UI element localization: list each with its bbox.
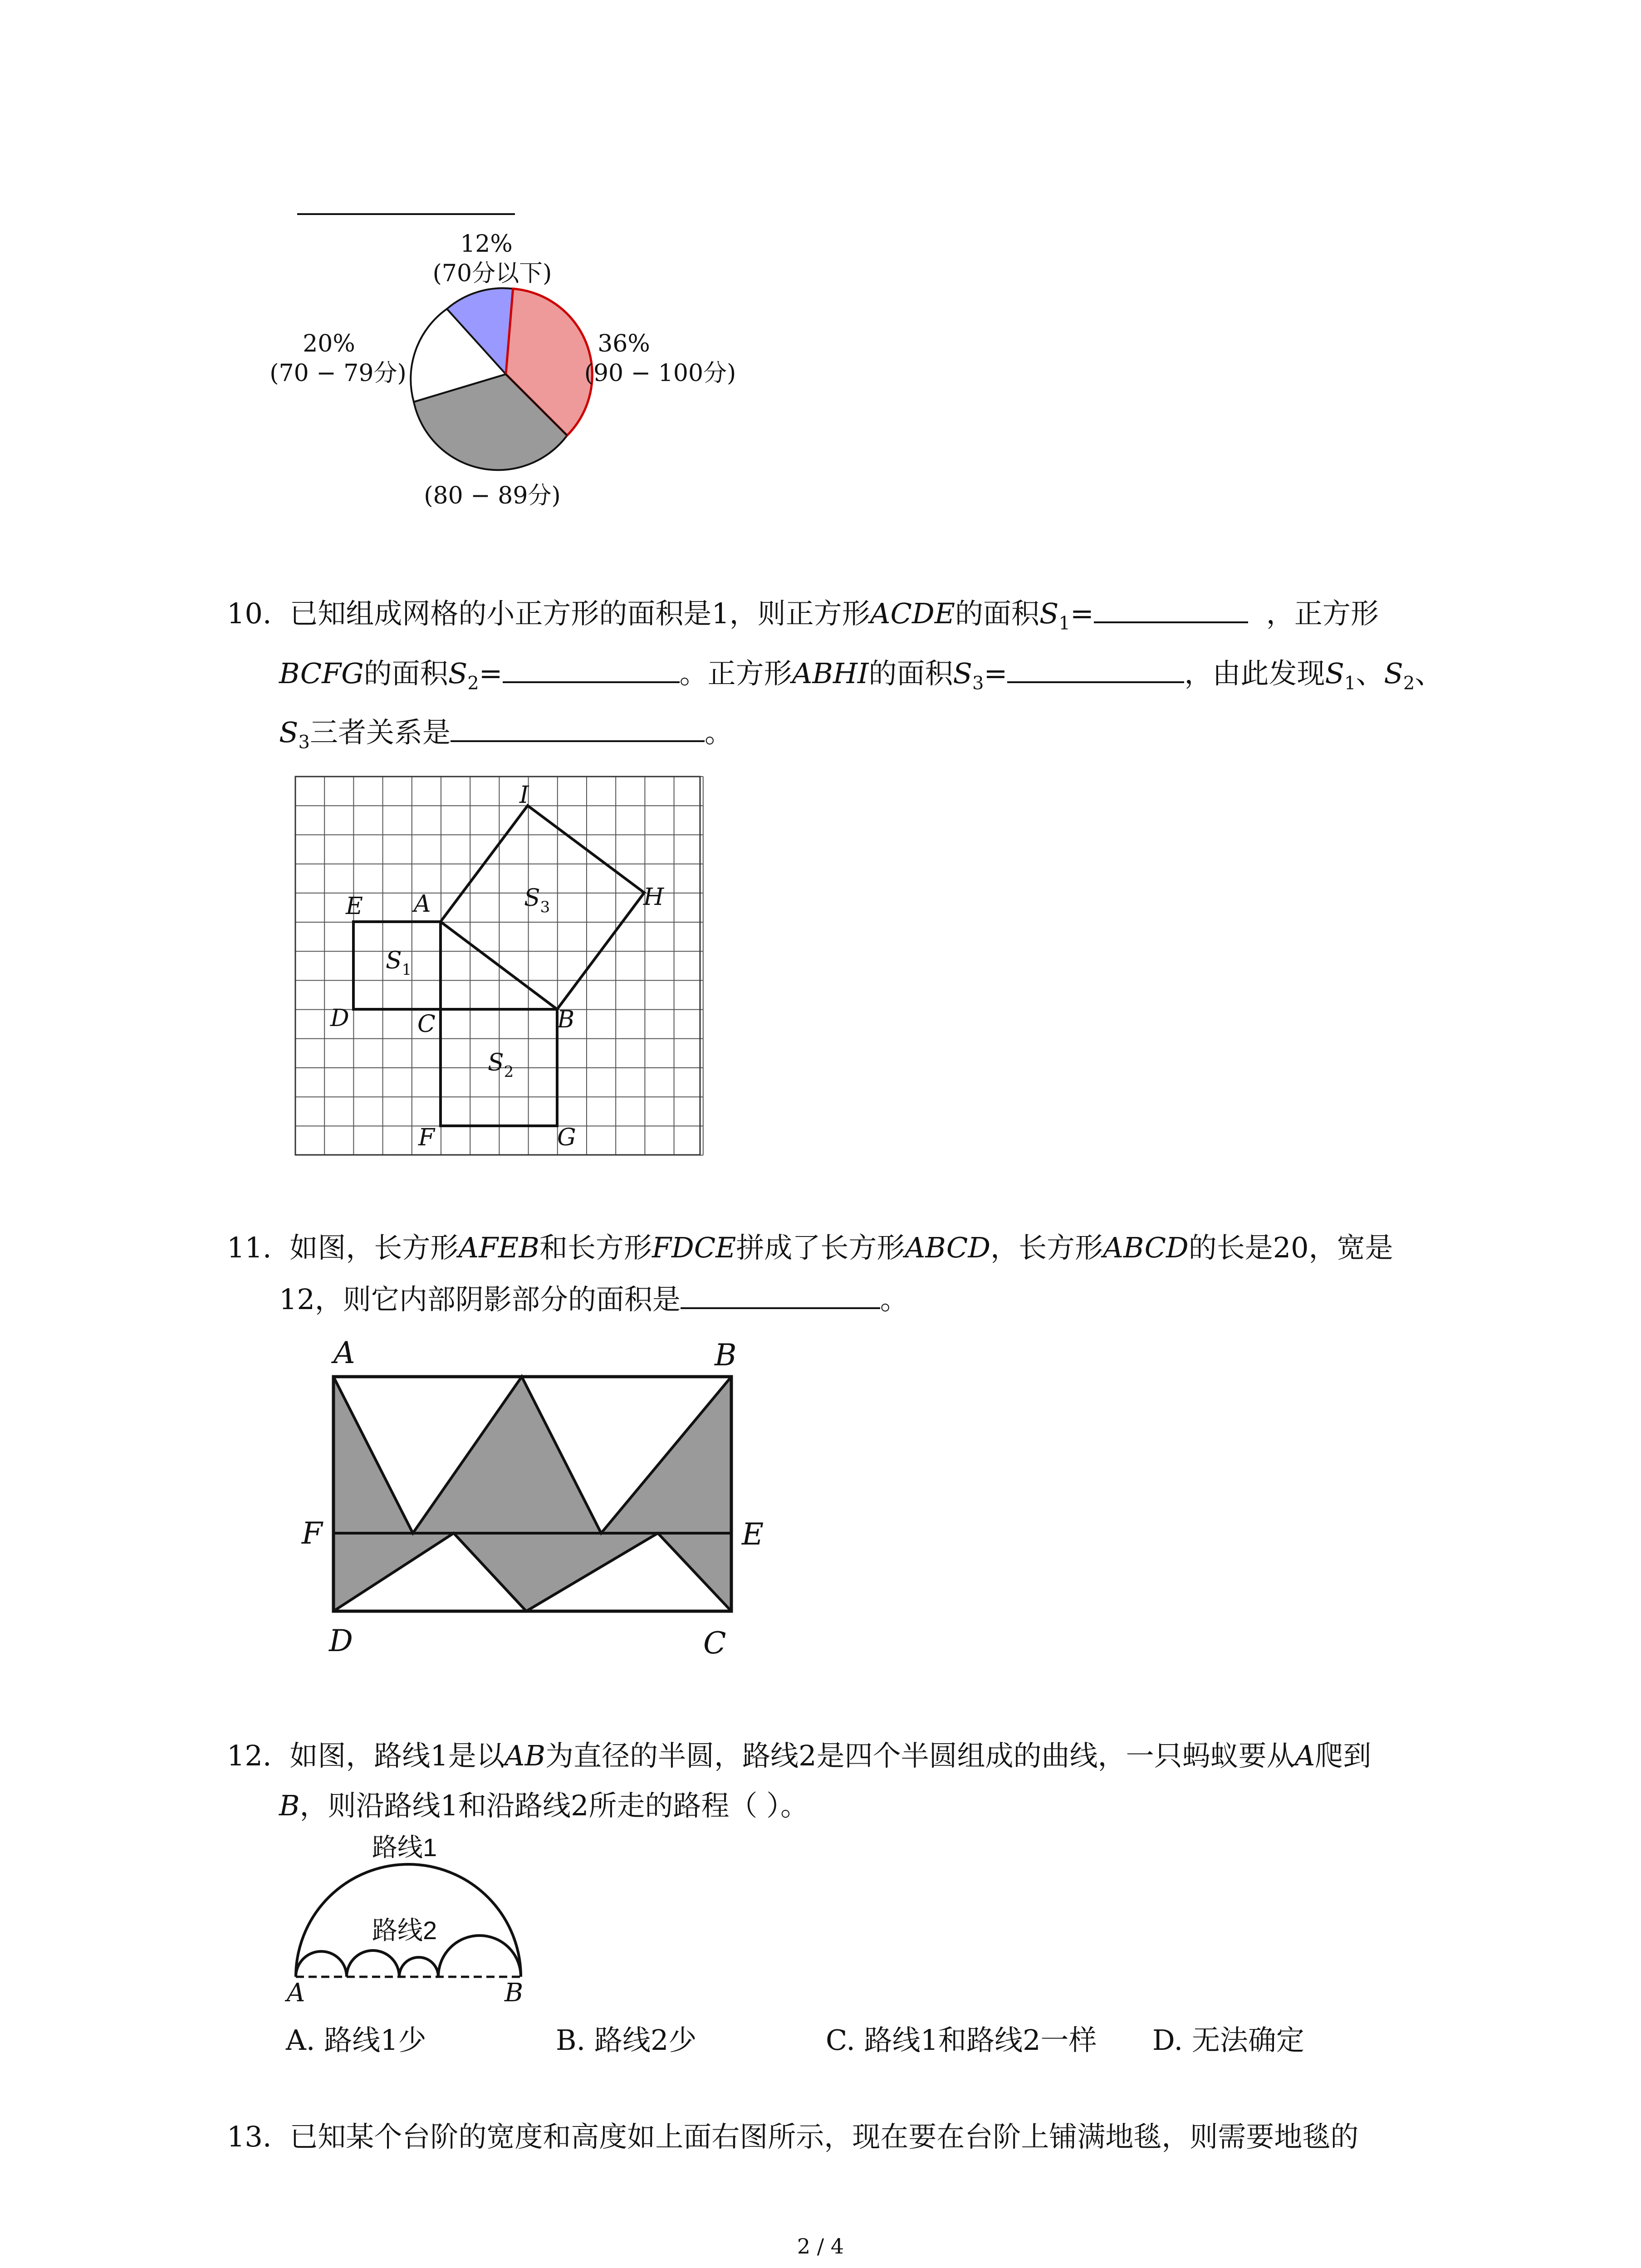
page-number: 2 / 4: [797, 2234, 844, 2258]
q10-blank-s2[interactable]: [503, 658, 680, 683]
pie-label-below-70: (70分以下): [432, 260, 552, 287]
pie-label-70-79: (70 − 79分): [269, 360, 407, 387]
answer-blank-top: [297, 213, 515, 215]
pie-label-12-percent: 12%: [460, 230, 513, 258]
q11-line2: 12，则它内部阴影部分的面积是 。: [279, 1283, 908, 1316]
q13-line1: 13. 已知某个台阶的宽度和高度如上面右图所示，现在要在台阶上铺满地毯，则需要地毯的: [227, 2120, 1359, 2153]
q10-line1: 10. 已知组成网格的小正方形的面积是1，则正方形ACDE的面积$S_1=$ ，正方形: [227, 597, 1379, 634]
rect-label-a: A: [333, 1335, 355, 1370]
route2-label: 路线2: [372, 1916, 437, 1945]
q10-number: 10.: [227, 597, 272, 630]
grid-label-c: C: [417, 1011, 436, 1038]
rect-label-e: E: [742, 1517, 764, 1552]
pie-label-90-100: (90 − 100分): [584, 360, 736, 387]
grid-label-e: E: [346, 893, 363, 920]
pie-label-80-89: (80 − 89分): [424, 482, 561, 509]
q12-option-d[interactable]: D. 无法确定: [1152, 2024, 1304, 2057]
q11-number: 11.: [227, 1231, 272, 1264]
pie-label-36-percent: 36%: [598, 330, 650, 357]
grid-label-s2: $S_2$: [488, 1049, 514, 1081]
grid-label-d: D: [330, 1005, 349, 1032]
grid-label-f: F: [418, 1124, 435, 1151]
q12-line2: B，则沿路线1和沿路线2所走的路程（ ）。: [279, 1789, 809, 1822]
q10-line2: BCFG的面积$S_2=$ 。正方形ABHI的面积$S_3=$ ，由此发现$S_1$、$S_2$、: [279, 657, 1443, 694]
q10-grid-figure: [290, 771, 708, 1161]
grid-label-a: A: [414, 890, 431, 918]
route-label-a: A: [287, 1978, 305, 2008]
q11-blank[interactable]: [681, 1284, 880, 1309]
q13-number: 13.: [227, 2120, 272, 2153]
grid-label-i: I: [519, 782, 529, 809]
q12-line1: 12. 如图，路线1是以AB为直径的半圆，路线2是四个半圆组成的曲线，一只蚂蚁要从A爬到: [227, 1739, 1372, 1772]
rect-label-d: D: [329, 1623, 353, 1658]
q12-option-b[interactable]: B. 路线2少: [556, 2024, 697, 2057]
rect-label-b: B: [715, 1338, 737, 1373]
grid-label-h: H: [643, 884, 664, 911]
grid-label-s1: $S_1$: [386, 947, 412, 979]
grid-label-b: B: [557, 1006, 575, 1033]
q12-number: 12.: [227, 1739, 272, 1772]
route-label-b: B: [505, 1978, 524, 2008]
q12-option-a[interactable]: A. 路线1少: [286, 2024, 426, 2057]
q12-route-figure: [281, 1828, 590, 2009]
rect-label-f: F: [302, 1516, 323, 1551]
pie-chart: [254, 218, 762, 526]
q10-blank-s3[interactable]: [1007, 658, 1184, 683]
q12-option-c[interactable]: C. 路线1和路线2一样: [826, 2024, 1097, 2057]
q10-blank-relation[interactable]: [451, 717, 705, 742]
q10-blank-s1[interactable]: [1094, 598, 1248, 623]
grid-label-s3: $S_3$: [524, 885, 550, 916]
q11-rectangle-figure: [290, 1325, 789, 1669]
pie-label-20-percent: 20%: [303, 330, 355, 357]
q11-line1: 11. 如图，长方形AFEB和长方形FDCE拼成了长方形ABCD，长方形ABCD的长是20，宽是: [227, 1231, 1393, 1264]
grid-label-g: G: [557, 1124, 576, 1151]
rect-label-c: C: [703, 1626, 726, 1661]
q10-line3: $S_3$三者关系是 。: [279, 716, 733, 753]
route1-label: 路线1: [372, 1833, 437, 1862]
